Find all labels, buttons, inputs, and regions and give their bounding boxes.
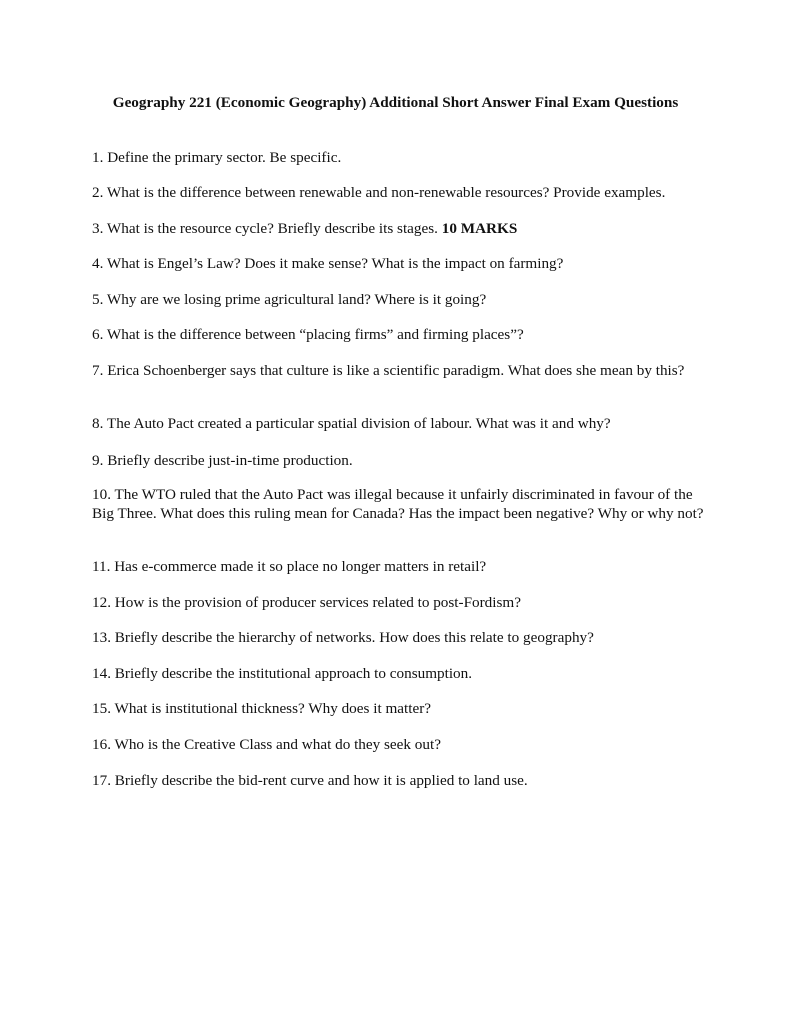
question-6: 6. What is the difference between “placing firms” and firming places”? — [92, 326, 524, 343]
question-15: 15. What is institutional thickness? Why does it matter? — [92, 700, 431, 717]
question-3-text: 3. What is the resource cycle? Briefly describe its stages. — [92, 220, 442, 237]
question-10: 10. The WTO ruled that the Auto Pact was illegal because it unfairly discriminated in favour of the Big Three. What does this ruling mean for Canada? Has the impact been negative? Why or why not? — [92, 486, 704, 522]
question-3 — [92, 220, 704, 239]
question-11: 11. Has e-commerce made it so place no longer matters in retail? — [92, 558, 487, 575]
question-8: 8. The Auto Pact created a particular spatial division of labour. What was it and why? — [92, 415, 611, 432]
question-14: 14. Briefly describe the institutional approach to consumption. — [92, 665, 473, 682]
question-7: 7. Erica Schoenberger says that culture is like a scientific paradigm. What does she mean by this? — [92, 362, 685, 379]
question-4: 4. What is Engel’s Law? Does it make sense? What is the impact on farming? — [92, 255, 564, 272]
document-title: Geography 221 (Economic Geography) Additional Short Answer Final Exam Questions — [112, 94, 679, 111]
question-3-marks: 10 MARKS — [441, 220, 518, 237]
question-16: 16. Who is the Creative Class and what do they seek out? — [92, 736, 441, 753]
question-9: 9. Briefly describe just-in-time production. — [92, 452, 353, 469]
question-1: 1. Define the primary sector. Be specific. — [92, 149, 342, 166]
question-13: 13. Briefly describe the hierarchy of networks. How does this relate to geography? — [92, 629, 594, 646]
question-17: 17. Briefly describe the bid-rent curve and how it is applied to land use. — [92, 772, 528, 789]
question-12: 12. How is the provision of producer services related to post-Fordism? — [92, 594, 521, 611]
question-5: 5. Why are we losing prime agricultural land? Where is it going? — [92, 291, 487, 308]
question-2: 2. What is the difference between renewable and non-renewable resources? Provide examples. — [92, 184, 666, 201]
